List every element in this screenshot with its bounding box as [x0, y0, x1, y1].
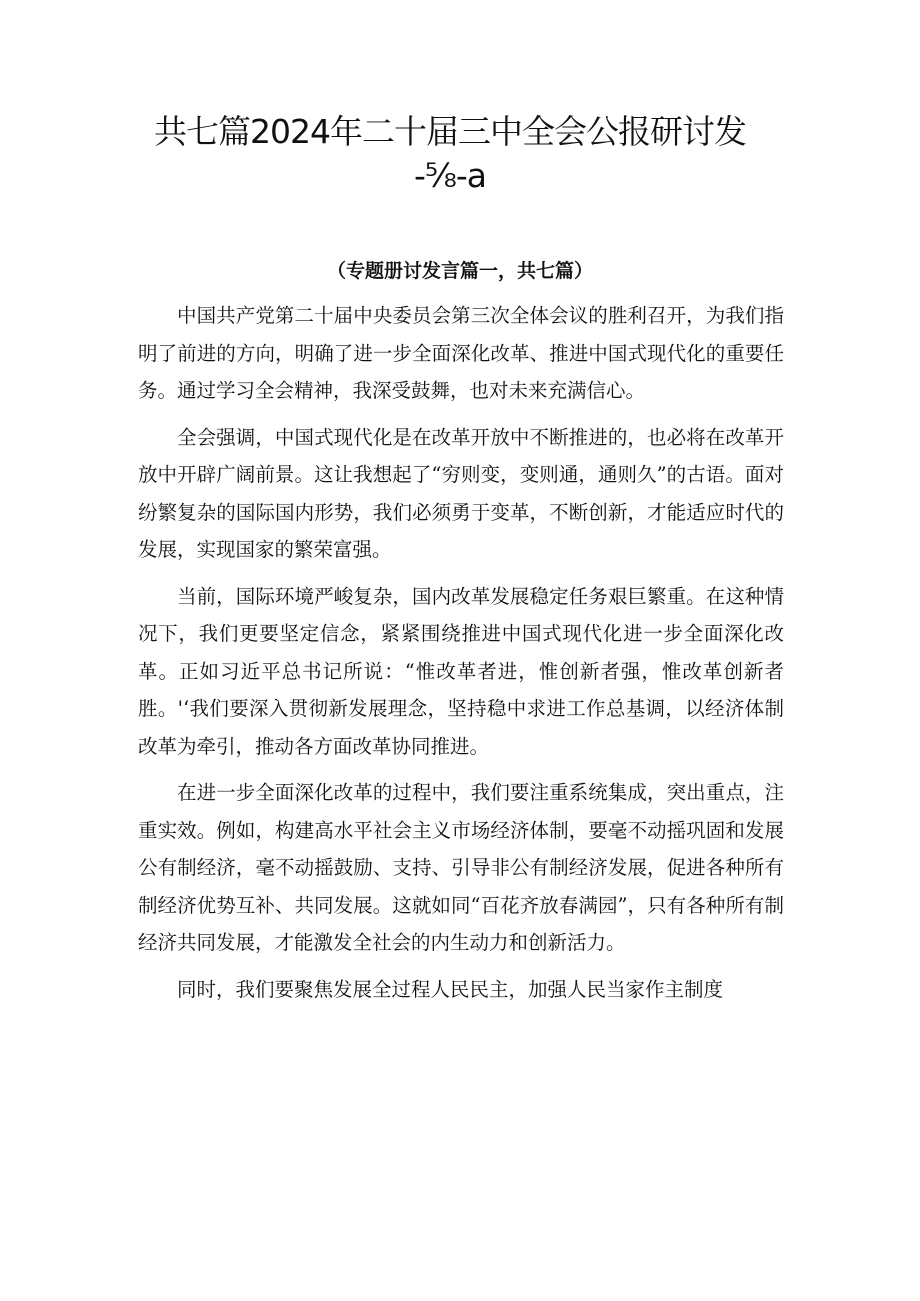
body-paragraph-1: 中国共产党第二十届中央委员会第三次全体会议的胜利召开，为我们指明了前进的方向，明确了进一步全面深化改革、推进中国式现代化的重要任务。通过学习全会精神，我深受鼓舞，也对未来充满信心。	[138, 304, 784, 402]
body-paragraph-4: 在进一步全面深化改革的过程中，我们要注重系统集成，突出重点，注重实效。例如，构建高水平社会主义市场经济体制，要毫不动摇巩固和发展公有制经济，毫不动摇鼓励、支持、引导非公有制经济发展，促进各种所有制经济优势互补、共同发展。这就如同“百花齐放春满园”，只有各种所有制经济共同发展，才能激发全社会的内生动力和创新活力。	[138, 781, 784, 954]
body-paragraph-3: 当前，国际环境严峻复杂，国内改革发展稳定任务艰巨繁重。在这种情况下，我们更要坚定信念，紧紧围绕推进中国式现代化进一步全面深化改革。正如习近平总书记所说：“惟改革者进，惟创新者强，惟改革创新者胜。'‘我们要深入贯彻新发展理念，坚持稳中求进工作总基调，以经济体制改革为牵引，推动各方面改革协同推进。	[138, 584, 784, 758]
body-paragraph-2: 全会强调，中国式现代化是在改革开放中不断推进的，也必将在改革开放中开辟广阔前景。这让我想起了“穷则变，变则通，通则久”的古语。面对纷繁复杂的国际国内形势，我们必须勇于变革，不断创新，才能适应时代的发展，实现国家的繁荣富强。	[138, 425, 784, 561]
document-title	[130, 110, 770, 198]
document-body	[138, 297, 784, 1017]
body-paragraph-5: 同时，我们要聚焦发展全过程人民民主，加强人民当家作主制度	[177, 977, 724, 1001]
document-title-line-2: -⅝-a	[413, 156, 487, 195]
section-subtitle: （专题册讨发言篇一，共七篇）	[326, 260, 593, 282]
document-title-line-1: 共七篇2024年二十届三中全会公报研讨发	[154, 112, 746, 151]
